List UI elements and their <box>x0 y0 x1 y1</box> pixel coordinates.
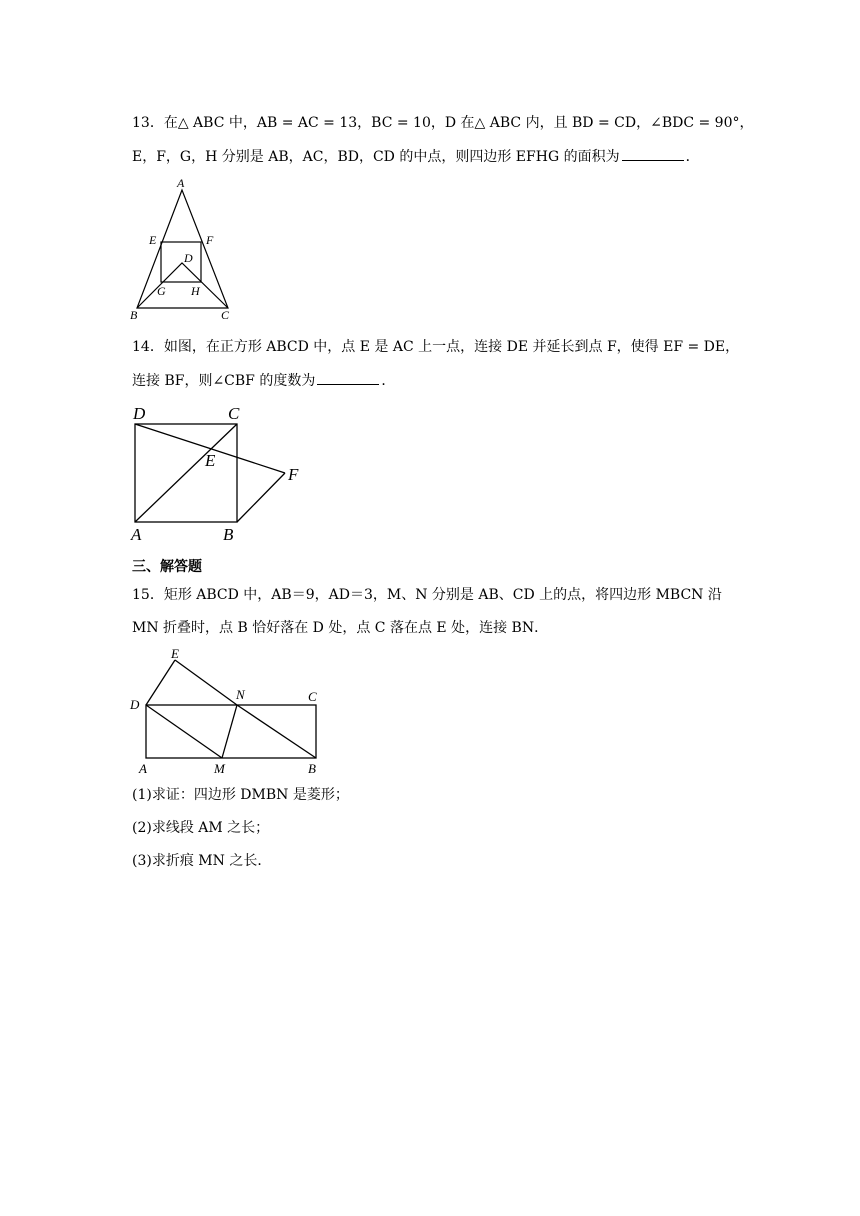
segment-b-d-c <box>137 263 228 308</box>
label-A: A <box>131 525 142 544</box>
label-E: E <box>205 451 216 470</box>
q15-line2: MN 折叠时，点 B 恰好落在 D 处，点 C 落在点 E 处，连接 BN． <box>132 620 549 636</box>
label-N: N <box>236 687 245 702</box>
q15-part-2: (2)求线段 AM 之长； <box>132 820 270 836</box>
q14-line1: 14．如图，在正方形 ABCD 中，点 E 是 AC 上一点，连接 DE 并延长到点 F，使得 EF = DE， <box>132 339 740 355</box>
label-F: F <box>206 233 214 247</box>
label-A: A <box>139 761 147 776</box>
label-C: C <box>221 308 230 322</box>
segment-nb <box>237 705 316 758</box>
rectangle-abcd <box>146 705 316 758</box>
q13-line1: 13．在△ ABC 中，AB = AC = 13，BC = 10，D 在△ ABC 内，且 BD = CD，∠BDC = 90°， <box>132 115 754 131</box>
segment-de <box>146 660 175 705</box>
segment-en <box>175 660 237 705</box>
diagonal-ac <box>135 424 237 522</box>
q13-line2-text: E，F，G，H 分别是 AB，AC，BD，CD 的中点，则四边形 EFHG 的面积为 <box>132 149 620 165</box>
segment-bf <box>237 473 285 522</box>
q14-line2-text: 连接 BF，则∠CBF 的度数为 <box>132 373 316 389</box>
q13-figure <box>125 172 245 327</box>
label-D: D <box>133 404 146 423</box>
q15-part-1: (1)求证：四边形 DMBN 是菱形； <box>132 787 349 803</box>
q14-line2-end: ． <box>381 373 396 389</box>
answer-blank-13[interactable] <box>622 146 684 161</box>
segment-dm <box>146 705 222 758</box>
q13-line2-end: ． <box>685 149 700 165</box>
label-C: C <box>228 404 240 423</box>
label-B: B <box>223 525 234 544</box>
answer-blank-14[interactable] <box>317 370 379 385</box>
label-M: M <box>214 761 225 776</box>
q15-figure <box>125 644 335 779</box>
q14-figure <box>125 400 315 550</box>
label-A: A <box>177 176 185 190</box>
label-H: H <box>191 284 200 298</box>
label-G: G <box>157 284 166 298</box>
label-F: F <box>288 465 299 484</box>
q14-line2 <box>132 370 395 391</box>
q15-part-3: (3)求折痕 MN 之长． <box>132 853 272 869</box>
segment-mn <box>222 705 237 758</box>
label-E: E <box>171 646 179 661</box>
label-E: E <box>149 233 157 247</box>
label-B: B <box>130 308 138 322</box>
label-B: B <box>308 761 316 776</box>
q15-line1: 15．矩形 ABCD 中，AB＝9，AD＝3，M、N 分别是 AB、CD 上的点，将四边形 MBCN 沿 <box>132 587 722 603</box>
q13-line2 <box>132 146 700 167</box>
section-title: 三、解答题 <box>132 559 202 575</box>
label-C: C <box>308 689 317 704</box>
triangle-abc <box>137 190 228 308</box>
label-D: D <box>184 251 193 265</box>
label-D: D <box>130 697 140 712</box>
